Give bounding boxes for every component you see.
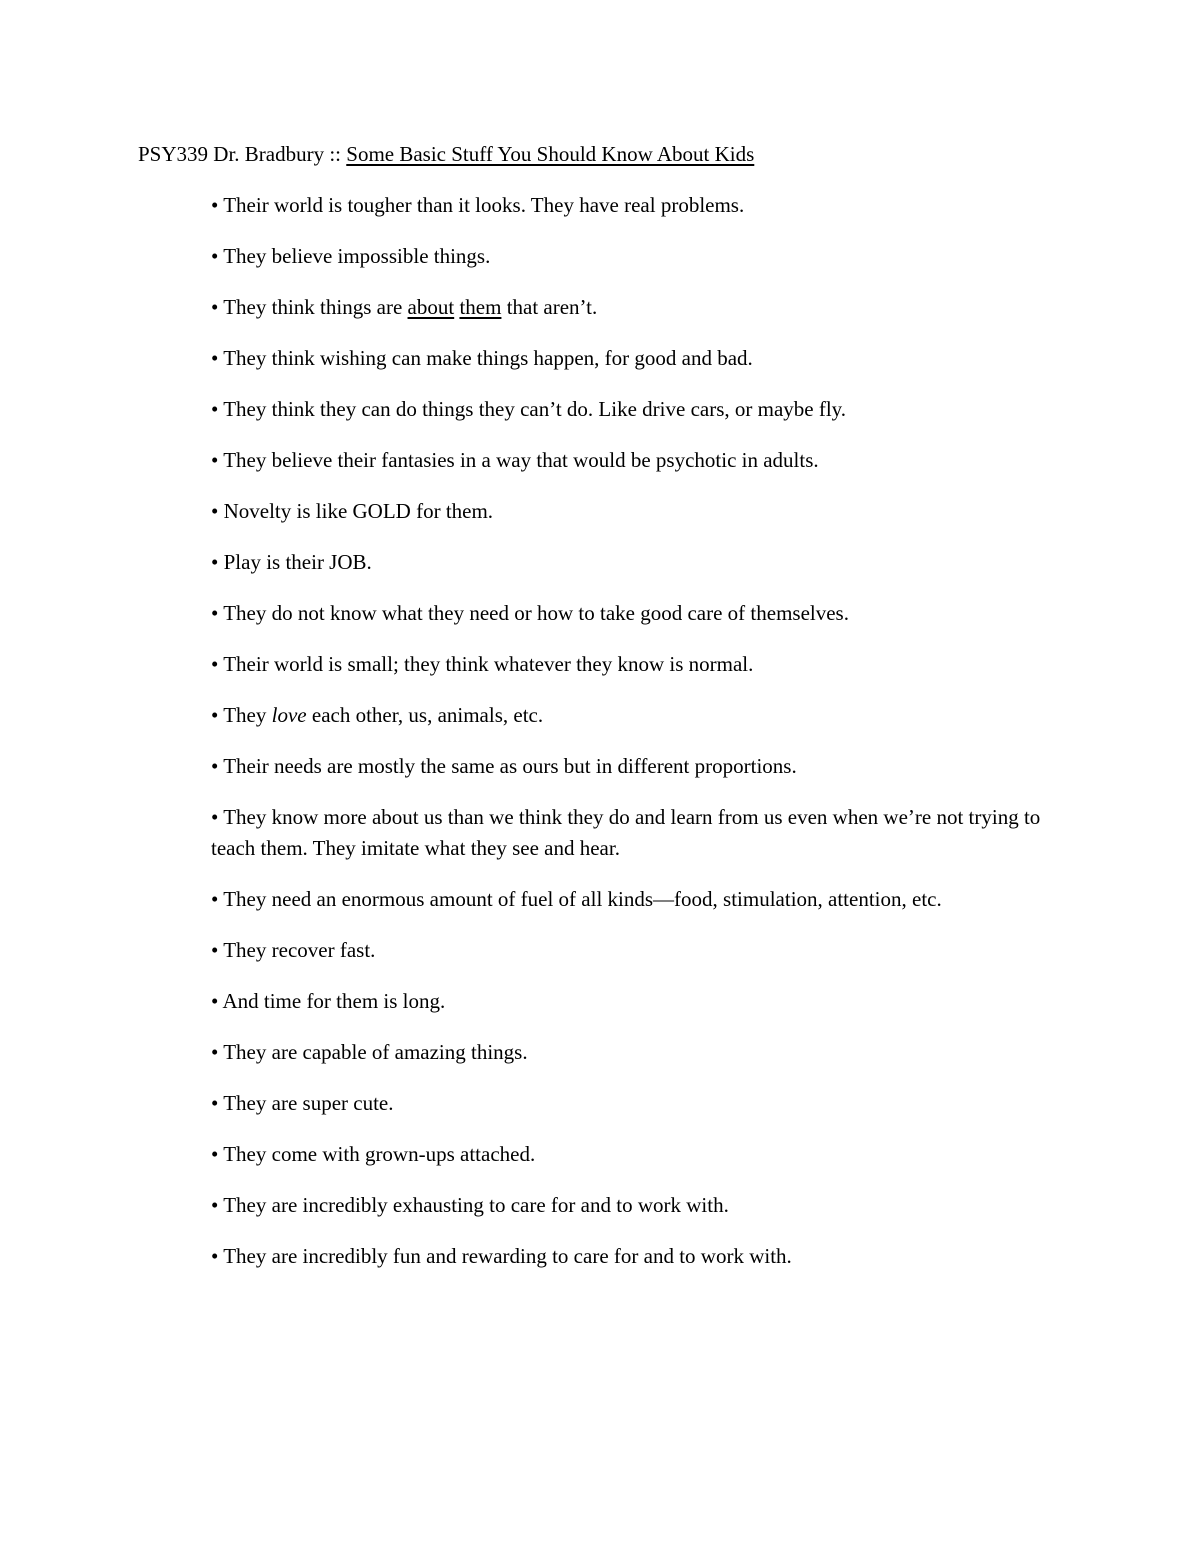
bullet-symbol: • — [211, 652, 219, 676]
underlined-word: them — [459, 295, 502, 319]
bullet-symbol: • — [211, 989, 219, 1013]
list-item: • Novelty is like GOLD for them. — [211, 499, 494, 523]
list-item: • They do not know what they need or how to take good care of themselves. — [211, 601, 849, 625]
bullet-symbol: • — [211, 1193, 219, 1217]
bullet-symbol: • — [211, 887, 219, 911]
list-item: • They come with grown-ups attached. — [211, 1142, 536, 1166]
bullet-symbol: • — [211, 499, 219, 523]
bullet-symbol: • — [211, 805, 219, 829]
document-header — [138, 139, 754, 170]
list-item: • They believe impossible things. — [211, 244, 491, 268]
list-item: • They think they can do things they can’t do. Like drive cars, or maybe fly. — [211, 397, 847, 421]
bullet-symbol: • — [211, 193, 219, 217]
list-item: • They love each other, us, animals, etc. — [211, 703, 544, 727]
list-item: • They are incredibly exhausting to care for and to work with. — [211, 1193, 729, 1217]
bullet-symbol: • — [211, 754, 219, 778]
list-item: • Their needs are mostly the same as ours but in different proportions. — [211, 754, 797, 778]
list-item: • They know more about us than we think they do and learn from us even when we’re not trying to teach them. They imitate what they see and hear. — [211, 805, 1041, 860]
course-label: PSY339 Dr. Bradbury :: — [138, 142, 342, 166]
list-item: • And time for them is long. — [211, 989, 446, 1013]
list-item: • They recover fast. — [211, 938, 376, 962]
list-item: • They are capable of amazing things. — [211, 1040, 528, 1064]
list-item: • They think wishing can make things happen, for good and bad. — [211, 346, 753, 370]
bullet-symbol: • — [211, 938, 219, 962]
list-item: • Their world is small; they think whatever they know is normal. — [211, 652, 754, 676]
bullet-symbol: • — [211, 1040, 219, 1064]
document-title: Some Basic Stuff You Should Know About Kids — [346, 142, 755, 166]
list-item: • They think things are about them that aren’t. — [211, 295, 598, 319]
bullet-symbol: • — [211, 397, 219, 421]
list-item: • Their world is tougher than it looks. They have real problems. — [211, 193, 745, 217]
underlined-word: about — [407, 295, 455, 319]
bullet-symbol: • — [211, 346, 219, 370]
bullet-symbol: • — [211, 703, 219, 727]
bullet-symbol: • — [211, 1142, 219, 1166]
list-item: • Play is their JOB. — [211, 550, 372, 574]
list-item: • They believe their fantasies in a way that would be psychotic in adults. — [211, 448, 819, 472]
bullet-symbol: • — [211, 295, 219, 319]
list-item: • They are incredibly fun and rewarding to care for and to work with. — [211, 1244, 792, 1268]
list-item: • They are super cute. — [211, 1091, 394, 1115]
bullet-symbol: • — [211, 448, 219, 472]
bullet-symbol: • — [211, 601, 219, 625]
italic-word: love — [271, 703, 307, 727]
bullet-symbol: • — [211, 1244, 219, 1268]
bullet-symbol: • — [211, 550, 219, 574]
bullet-list — [211, 190, 1071, 1292]
bullet-symbol: • — [211, 244, 219, 268]
bullet-symbol: • — [211, 1091, 219, 1115]
list-item: • They need an enormous amount of fuel of all kinds—food, stimulation, attention, etc. — [211, 887, 942, 911]
